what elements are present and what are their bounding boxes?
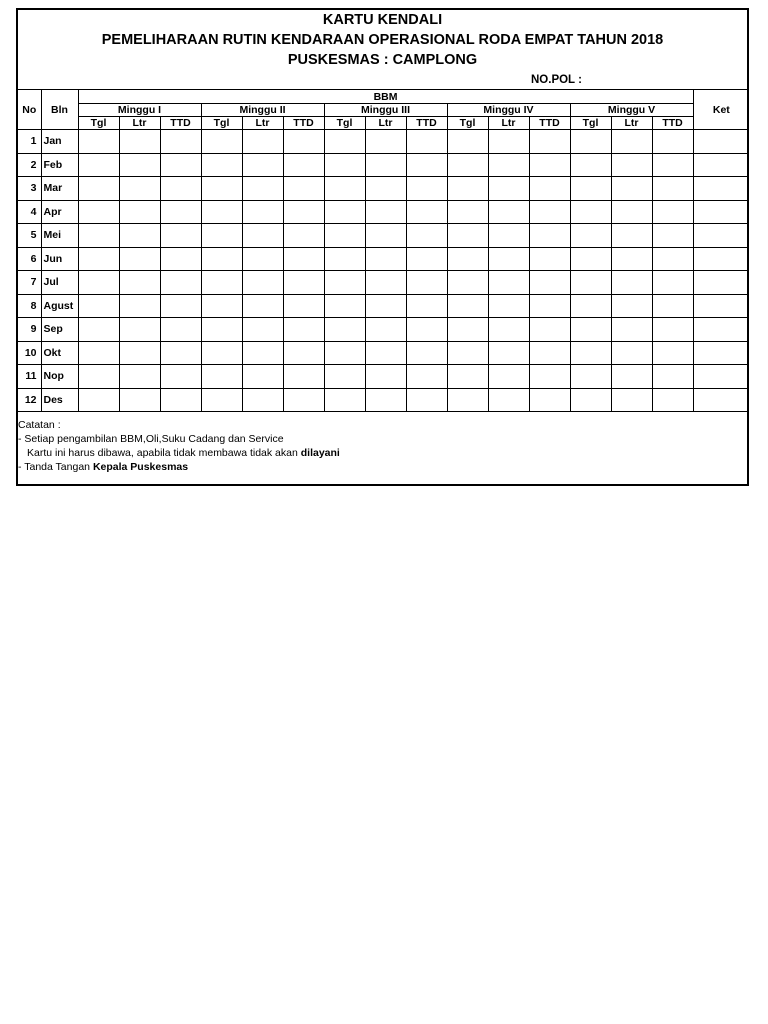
- entry-cell[interactable]: [201, 341, 242, 365]
- entry-cell[interactable]: [488, 247, 529, 271]
- entry-cell[interactable]: [365, 388, 406, 412]
- subheader-tgl: Tgl: [78, 117, 119, 130]
- row-number: 7: [18, 271, 41, 295]
- entry-cell[interactable]: [365, 224, 406, 248]
- entry-cell[interactable]: [529, 341, 570, 365]
- entry-cell[interactable]: [283, 153, 324, 177]
- entry-cell[interactable]: [78, 318, 119, 342]
- entry-cell[interactable]: [78, 153, 119, 177]
- row-month: Apr: [41, 200, 78, 224]
- entry-cell[interactable]: [406, 365, 447, 389]
- entry-cell[interactable]: [242, 388, 283, 412]
- entry-cell[interactable]: [570, 247, 611, 271]
- entry-cell[interactable]: [365, 365, 406, 389]
- entry-cell[interactable]: [652, 388, 693, 412]
- entry-cell[interactable]: [78, 271, 119, 295]
- entry-cell[interactable]: [324, 318, 365, 342]
- subheader-ltr: Ltr: [119, 117, 160, 130]
- entry-cell[interactable]: [242, 294, 283, 318]
- entry-cell[interactable]: [652, 247, 693, 271]
- entry-cell[interactable]: [447, 341, 488, 365]
- notes-section: [18, 418, 747, 474]
- entry-cell[interactable]: [570, 130, 611, 154]
- entry-cell[interactable]: [488, 200, 529, 224]
- row-number: 9: [18, 318, 41, 342]
- entry-cell[interactable]: [283, 200, 324, 224]
- entry-cell[interactable]: [406, 388, 447, 412]
- entry-cell[interactable]: [283, 318, 324, 342]
- entry-cell[interactable]: [652, 177, 693, 201]
- entry-cell[interactable]: [488, 177, 529, 201]
- entry-cell[interactable]: [488, 341, 529, 365]
- entry-cell[interactable]: [283, 294, 324, 318]
- entry-cell[interactable]: [611, 294, 652, 318]
- entry-cell[interactable]: [529, 365, 570, 389]
- entry-cell[interactable]: [447, 247, 488, 271]
- entry-cell[interactable]: [201, 247, 242, 271]
- entry-cell[interactable]: [406, 200, 447, 224]
- entry-cell[interactable]: [447, 177, 488, 201]
- entry-cell[interactable]: [201, 271, 242, 295]
- subheader-tgl: Tgl: [447, 117, 488, 130]
- entry-cell[interactable]: [529, 247, 570, 271]
- entry-cell[interactable]: [78, 365, 119, 389]
- entry-cell[interactable]: [365, 271, 406, 295]
- ket-cell[interactable]: [693, 200, 749, 224]
- table-row: [18, 177, 749, 201]
- entry-cell[interactable]: [78, 177, 119, 201]
- entry-cell[interactable]: [365, 341, 406, 365]
- ket-cell[interactable]: [693, 271, 749, 295]
- entry-cell[interactable]: [365, 200, 406, 224]
- table-row: [18, 130, 749, 154]
- entry-cell[interactable]: [570, 318, 611, 342]
- entry-cell[interactable]: [160, 388, 201, 412]
- entry-cell[interactable]: [324, 224, 365, 248]
- entry-cell[interactable]: [119, 247, 160, 271]
- entry-cell[interactable]: [406, 177, 447, 201]
- nopol-label: NO.POL :: [531, 74, 582, 86]
- entry-cell[interactable]: [611, 365, 652, 389]
- row-number: 11: [18, 365, 41, 389]
- entry-cell[interactable]: [365, 130, 406, 154]
- table-row: [18, 388, 749, 412]
- entry-cell[interactable]: [324, 130, 365, 154]
- ket-cell[interactable]: [693, 153, 749, 177]
- entry-cell[interactable]: [488, 318, 529, 342]
- table-row: [18, 294, 749, 318]
- entry-cell[interactable]: [529, 177, 570, 201]
- entry-cell[interactable]: [611, 177, 652, 201]
- subheader-ttd: TTD: [652, 117, 693, 130]
- entry-cell[interactable]: [365, 153, 406, 177]
- entry-cell[interactable]: [529, 388, 570, 412]
- table-row: [18, 200, 749, 224]
- notes-line: - Setiap pengambilan BBM,Oli,Suku Cadang dan Service: [18, 433, 284, 445]
- entry-cell[interactable]: [652, 224, 693, 248]
- entry-cell[interactable]: [160, 130, 201, 154]
- ket-cell[interactable]: [693, 294, 749, 318]
- entry-cell[interactable]: [529, 318, 570, 342]
- entry-cell[interactable]: [283, 130, 324, 154]
- entry-cell[interactable]: [570, 153, 611, 177]
- entry-cell[interactable]: [283, 177, 324, 201]
- subheader-ttd: TTD: [529, 117, 570, 130]
- entry-cell[interactable]: [78, 294, 119, 318]
- entry-cell[interactable]: [78, 130, 119, 154]
- entry-cell[interactable]: [447, 271, 488, 295]
- entry-cell[interactable]: [570, 388, 611, 412]
- header-week: Minggu I: [78, 104, 201, 117]
- ket-cell[interactable]: [693, 224, 749, 248]
- entry-cell[interactable]: [611, 271, 652, 295]
- entry-cell[interactable]: [406, 341, 447, 365]
- subheader-ttd: TTD: [406, 117, 447, 130]
- ket-cell[interactable]: [693, 365, 749, 389]
- entry-cell[interactable]: [242, 365, 283, 389]
- entry-cell[interactable]: [447, 294, 488, 318]
- entry-cell[interactable]: [201, 153, 242, 177]
- entry-cell[interactable]: [201, 130, 242, 154]
- row-number: 8: [18, 294, 41, 318]
- entry-cell[interactable]: [201, 318, 242, 342]
- entry-cell[interactable]: [611, 388, 652, 412]
- entry-cell[interactable]: [324, 200, 365, 224]
- table-row: [18, 247, 749, 271]
- row-number: 1: [18, 130, 41, 154]
- subheader-ttd: TTD: [283, 117, 324, 130]
- row-number: 12: [18, 388, 41, 412]
- header-bln: Bln: [41, 90, 78, 130]
- entry-cell[interactable]: [78, 247, 119, 271]
- row-number: 10: [18, 341, 41, 365]
- subheader-tgl: Tgl: [570, 117, 611, 130]
- entry-cell[interactable]: [119, 365, 160, 389]
- entry-cell[interactable]: [242, 341, 283, 365]
- entry-cell[interactable]: [406, 271, 447, 295]
- entry-cell[interactable]: [119, 130, 160, 154]
- entry-cell[interactable]: [283, 388, 324, 412]
- entry-cell[interactable]: [283, 341, 324, 365]
- entry-cell[interactable]: [324, 271, 365, 295]
- notes-line: [18, 446, 747, 460]
- entry-cell[interactable]: [160, 271, 201, 295]
- entry-cell[interactable]: [570, 341, 611, 365]
- entry-cell[interactable]: [529, 130, 570, 154]
- entry-cell[interactable]: [652, 130, 693, 154]
- subheader-ltr: Ltr: [611, 117, 652, 130]
- entry-cell[interactable]: [611, 224, 652, 248]
- header-week: Minggu III: [324, 104, 447, 117]
- entry-cell[interactable]: [488, 365, 529, 389]
- entry-cell[interactable]: [324, 341, 365, 365]
- entry-cell[interactable]: [652, 271, 693, 295]
- entry-cell[interactable]: [406, 224, 447, 248]
- entry-cell[interactable]: [406, 318, 447, 342]
- entry-cell[interactable]: [529, 153, 570, 177]
- ket-cell[interactable]: [693, 177, 749, 201]
- entry-cell[interactable]: [406, 153, 447, 177]
- entry-cell[interactable]: [447, 318, 488, 342]
- entry-cell[interactable]: [652, 365, 693, 389]
- entry-cell[interactable]: [160, 294, 201, 318]
- entry-cell[interactable]: [324, 177, 365, 201]
- entry-cell[interactable]: [242, 177, 283, 201]
- entry-cell[interactable]: [119, 294, 160, 318]
- ket-cell[interactable]: [693, 130, 749, 154]
- entry-cell[interactable]: [611, 153, 652, 177]
- notes-line: [18, 460, 747, 474]
- entry-cell[interactable]: [488, 153, 529, 177]
- entry-cell[interactable]: [283, 224, 324, 248]
- puskesmas-name: PUSKESMAS : CAMPLONG: [287, 52, 478, 68]
- entry-cell[interactable]: [611, 341, 652, 365]
- subheader-ltr: Ltr: [365, 117, 406, 130]
- header-week: Minggu II: [201, 104, 324, 117]
- entry-cell[interactable]: [119, 388, 160, 412]
- entry-cell[interactable]: [365, 177, 406, 201]
- entry-cell[interactable]: [283, 365, 324, 389]
- entry-cell[interactable]: [201, 224, 242, 248]
- entry-cell[interactable]: [242, 224, 283, 248]
- entry-cell[interactable]: [160, 153, 201, 177]
- entry-cell[interactable]: [78, 200, 119, 224]
- entry-cell[interactable]: [160, 224, 201, 248]
- table-row: [18, 365, 749, 389]
- control-card: [16, 8, 749, 486]
- entry-cell[interactable]: [160, 177, 201, 201]
- row-month: Feb: [41, 153, 78, 177]
- entry-cell[interactable]: [611, 247, 652, 271]
- entry-cell[interactable]: [652, 318, 693, 342]
- entry-cell[interactable]: [119, 177, 160, 201]
- header-no: No: [18, 90, 41, 130]
- entry-cell[interactable]: [119, 341, 160, 365]
- notes-text: - Tanda Tangan: [18, 461, 93, 473]
- entry-cell[interactable]: [119, 271, 160, 295]
- entry-cell[interactable]: [283, 271, 324, 295]
- entry-cell[interactable]: [447, 388, 488, 412]
- subheader-ttd: TTD: [160, 117, 201, 130]
- entry-cell[interactable]: [119, 318, 160, 342]
- entry-cell[interactable]: [242, 247, 283, 271]
- entry-cell[interactable]: [570, 177, 611, 201]
- row-number: 6: [18, 247, 41, 271]
- entry-cell[interactable]: [570, 224, 611, 248]
- entry-cell[interactable]: [160, 247, 201, 271]
- entry-cell[interactable]: [447, 224, 488, 248]
- entry-cell[interactable]: [242, 130, 283, 154]
- row-month: Jun: [41, 247, 78, 271]
- entry-cell[interactable]: [365, 294, 406, 318]
- entry-cell[interactable]: [611, 200, 652, 224]
- entry-cell[interactable]: [570, 200, 611, 224]
- notes-text: Kartu ini harus dibawa, apabila tidak membawa tidak akan: [27, 447, 301, 459]
- entry-cell[interactable]: [529, 224, 570, 248]
- entry-cell[interactable]: [201, 294, 242, 318]
- entry-cell[interactable]: [201, 177, 242, 201]
- subheader-tgl: Tgl: [324, 117, 365, 130]
- entry-cell[interactable]: [365, 247, 406, 271]
- row-month: Okt: [41, 341, 78, 365]
- entry-cell[interactable]: [652, 200, 693, 224]
- ket-cell[interactable]: [693, 247, 749, 271]
- row-number: 5: [18, 224, 41, 248]
- entry-cell[interactable]: [242, 271, 283, 295]
- subheader-tgl: Tgl: [201, 117, 242, 130]
- table-row: [18, 341, 749, 365]
- entry-cell[interactable]: [611, 318, 652, 342]
- entry-cell[interactable]: [201, 200, 242, 224]
- entry-cell[interactable]: [611, 130, 652, 154]
- entry-cell[interactable]: [447, 200, 488, 224]
- entry-cell[interactable]: [119, 200, 160, 224]
- entry-cell[interactable]: [488, 271, 529, 295]
- entry-cell[interactable]: [160, 341, 201, 365]
- entry-cell[interactable]: [119, 224, 160, 248]
- maintenance-table: [18, 89, 749, 412]
- row-number: 3: [18, 177, 41, 201]
- notes-bold-text: Kepala Puskesmas: [92, 461, 189, 473]
- notes-bold-text: dilayani: [300, 447, 340, 459]
- ket-cell[interactable]: [693, 341, 749, 365]
- header-week: Minggu IV: [447, 104, 570, 117]
- subheader-ltr: Ltr: [488, 117, 529, 130]
- entry-cell[interactable]: [570, 271, 611, 295]
- entry-cell[interactable]: [160, 318, 201, 342]
- entry-cell[interactable]: [242, 318, 283, 342]
- subheader-ltr: Ltr: [242, 117, 283, 130]
- table-row: [18, 318, 749, 342]
- entry-cell[interactable]: [406, 130, 447, 154]
- entry-cell[interactable]: [529, 200, 570, 224]
- row-number: 4: [18, 200, 41, 224]
- entry-cell[interactable]: [324, 365, 365, 389]
- row-month: Jul: [41, 271, 78, 295]
- row-month: Jan: [41, 130, 78, 154]
- header-bbm: BBM: [78, 90, 693, 104]
- row-month: Nop: [41, 365, 78, 389]
- entry-cell[interactable]: [242, 153, 283, 177]
- entry-cell[interactable]: [652, 341, 693, 365]
- entry-cell[interactable]: [78, 224, 119, 248]
- entry-cell[interactable]: [201, 365, 242, 389]
- card-subtitle: PEMELIHARAAN RUTIN KENDARAAN OPERASIONAL RODA EMPAT TAHUN 2018: [101, 32, 664, 48]
- entry-cell[interactable]: [447, 365, 488, 389]
- ket-cell[interactable]: [693, 318, 749, 342]
- entry-cell[interactable]: [652, 294, 693, 318]
- card-title: KARTU KENDALI: [322, 12, 443, 28]
- entry-cell[interactable]: [283, 247, 324, 271]
- entry-cell[interactable]: [324, 247, 365, 271]
- entry-cell[interactable]: [201, 388, 242, 412]
- entry-cell[interactable]: [570, 294, 611, 318]
- entry-cell[interactable]: [447, 153, 488, 177]
- entry-cell[interactable]: [488, 224, 529, 248]
- entry-cell[interactable]: [160, 200, 201, 224]
- entry-cell[interactable]: [160, 365, 201, 389]
- entry-cell[interactable]: [529, 294, 570, 318]
- entry-cell[interactable]: [488, 294, 529, 318]
- entry-cell[interactable]: [447, 130, 488, 154]
- row-month: Des: [41, 388, 78, 412]
- row-month: Agust: [41, 294, 78, 318]
- entry-cell[interactable]: [529, 271, 570, 295]
- table-row: [18, 153, 749, 177]
- ket-cell[interactable]: [693, 388, 749, 412]
- entry-cell[interactable]: [78, 341, 119, 365]
- notes-heading: Catatan :: [18, 419, 61, 431]
- entry-cell[interactable]: [78, 388, 119, 412]
- entry-cell[interactable]: [324, 388, 365, 412]
- entry-cell[interactable]: [324, 294, 365, 318]
- entry-cell[interactable]: [406, 294, 447, 318]
- header-week: Minggu V: [570, 104, 693, 117]
- row-month: Sep: [41, 318, 78, 342]
- entry-cell[interactable]: [488, 388, 529, 412]
- table-row: [18, 271, 749, 295]
- entry-cell[interactable]: [652, 153, 693, 177]
- row-number: 2: [18, 153, 41, 177]
- entry-cell[interactable]: [570, 365, 611, 389]
- entry-cell[interactable]: [324, 153, 365, 177]
- header-ket: Ket: [693, 90, 749, 130]
- entry-cell[interactable]: [406, 247, 447, 271]
- row-month: Mar: [41, 177, 78, 201]
- entry-cell[interactable]: [119, 153, 160, 177]
- row-month: Mei: [41, 224, 78, 248]
- entry-cell[interactable]: [242, 200, 283, 224]
- entry-cell[interactable]: [365, 318, 406, 342]
- table-row: [18, 224, 749, 248]
- entry-cell[interactable]: [488, 130, 529, 154]
